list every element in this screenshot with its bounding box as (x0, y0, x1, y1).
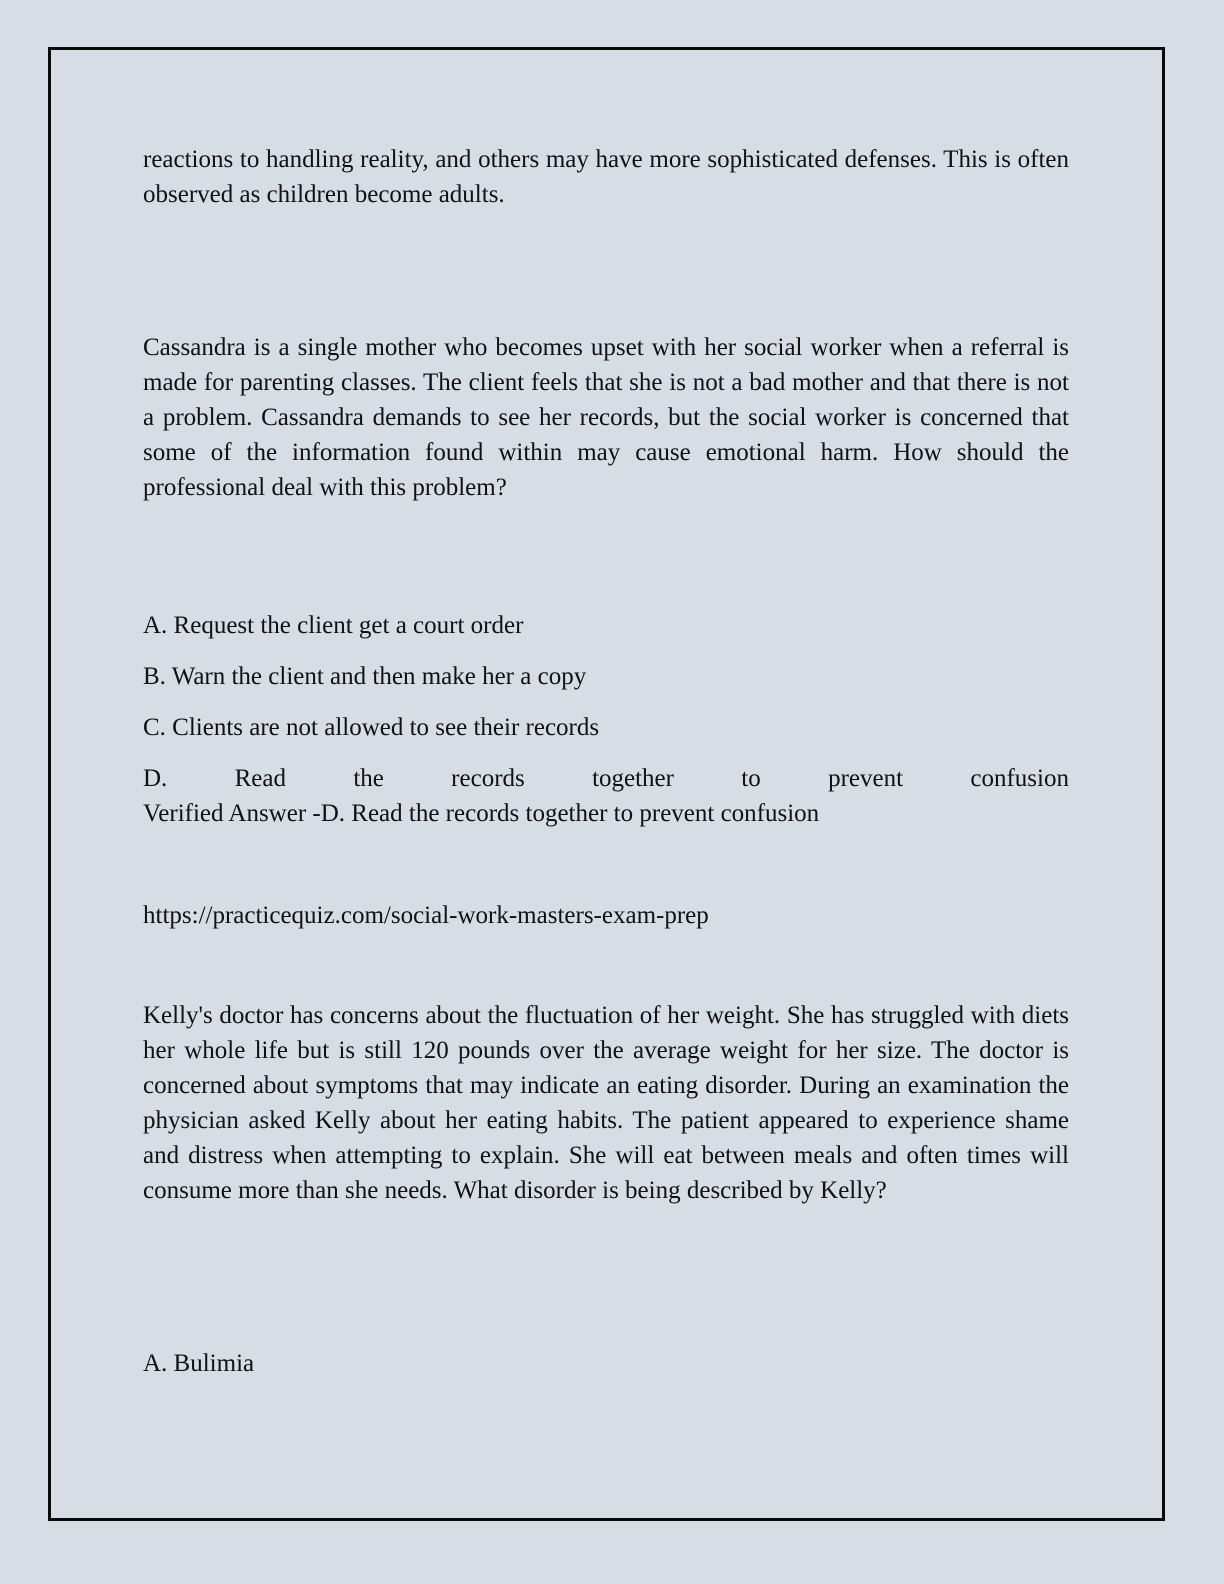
option-d-word: prevent (828, 765, 904, 792)
option-d-word: records (451, 765, 525, 792)
question-1-option-c: C. Clients are not allowed to see their records (143, 714, 600, 741)
question-1-option-a: A. Request the client get a court order (143, 612, 524, 639)
option-d-word: Read (234, 765, 286, 792)
question-1-verified-answer: Verified Answer -D. Read the records together to prevent confusion (143, 800, 820, 827)
question-1-prompt: Cassandra is a single mother who becomes upset with her social worker when a referral is made for parenting classes. The client feels that she is not a bad mother and that there is not a problem. Cassandra demands to see her records, but the social worker is concerned that some of the information found within may cause emotional harm. How should the professional deal with this problem? (143, 334, 1069, 501)
option-d-word: confusion (970, 765, 1069, 792)
question-2 (143, 998, 1069, 1208)
question-1-options (143, 608, 1069, 831)
continuation-paragraph: reactions to handling reality, and others may have more sophisticated defenses. This is often observed as children become adults. (143, 146, 1069, 208)
practice-quiz-link[interactable]: https://practicequiz.com/social-work-masters-exam-prep (143, 902, 709, 929)
question-1-option-b: B. Warn the client and then make her a copy (143, 663, 587, 690)
option-d-word: to (741, 765, 761, 792)
option-d-word: together (592, 765, 674, 792)
option-d-word: the (353, 765, 384, 792)
option-d-word: D. (143, 765, 168, 792)
question-2-prompt: Kelly's doctor has concerns about the fluctuation of her weight. She has struggled with diets her whole life but is still 120 pounds over the average weight for her size. The doctor is concerned about symptoms that may indicate an eating disorder. During an examination the physician asked Kelly about her eating habits. The patient appeared to experience shame and distress when attempting to explain. She will eat between meals and often times will consume more than she needs. What disorder is being described by Kelly? (143, 1002, 1069, 1204)
continuation-paragraph-block (143, 142, 1069, 212)
question-1 (143, 330, 1069, 505)
question-1-option-d (143, 761, 1069, 796)
question-2-option-a: A. Bulimia (143, 1350, 255, 1377)
